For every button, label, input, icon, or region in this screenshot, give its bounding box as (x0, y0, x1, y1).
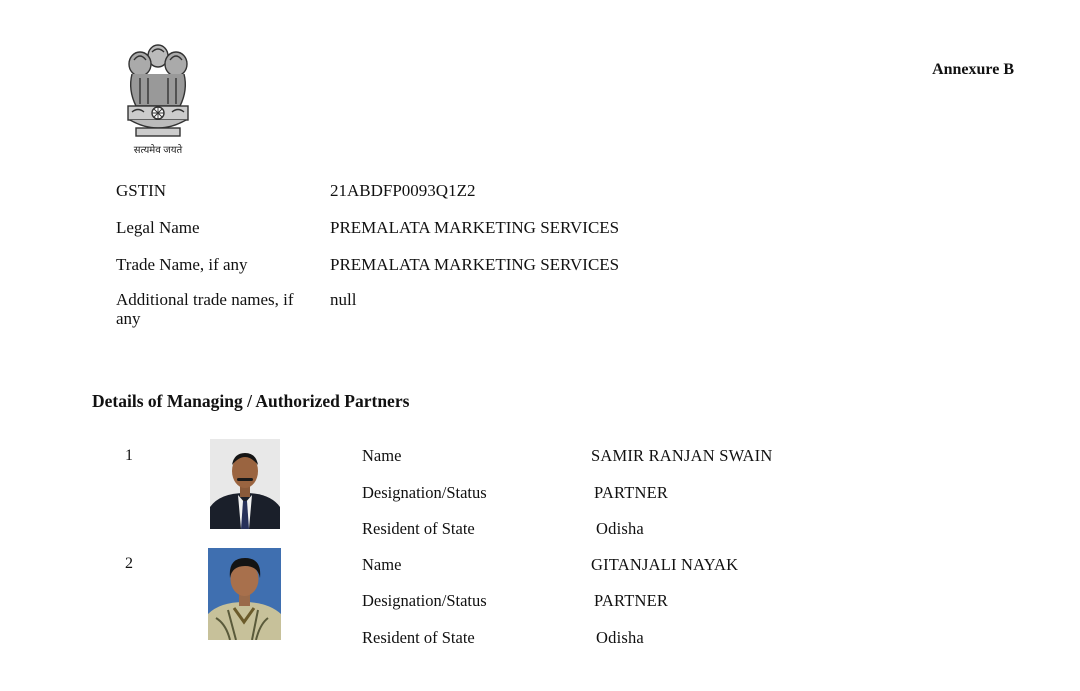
partner-designation-value: PARTNER (594, 591, 669, 610)
partner-name-label: Name (362, 446, 402, 465)
gstin-value: 21ABDFP0093Q1Z2 (330, 181, 476, 200)
partner-photo (210, 439, 280, 529)
partners-section-title: Details of Managing / Authorized Partners (92, 391, 410, 411)
partner-state-label: Resident of State (362, 628, 475, 647)
legal-name-label: Legal Name (116, 218, 200, 237)
partner-number: 1 (125, 447, 133, 464)
partner-name-value: SAMIR RANJAN SWAIN (591, 446, 773, 465)
additional-trade-names-label: Additional trade names, if any (116, 290, 294, 328)
partner-name-value: GITANJALI NAYAK (591, 555, 739, 574)
annexure-heading: Annexure B (932, 61, 1014, 78)
partner-designation-label: Designation/Status (362, 591, 487, 610)
emblem-motto: सत्यमेव जयते (133, 145, 183, 156)
additional-trade-names-value: null (330, 290, 357, 309)
partner-photo-image (208, 548, 281, 640)
lion-capital-emblem-icon (118, 42, 198, 142)
partner-designation-value: PARTNER (594, 483, 669, 502)
partner-photo (208, 548, 281, 640)
partner-state-value: Odisha (596, 628, 644, 647)
gstin-label: GSTIN (116, 181, 167, 200)
partner-photo-image (210, 439, 280, 529)
legal-name-value: PREMALATA MARKETING SERVICES (330, 218, 620, 237)
partner-designation-label: Designation/Status (362, 483, 487, 502)
partner-state-label: Resident of State (362, 519, 475, 538)
partner-number: 2 (125, 555, 133, 572)
trade-name-value: PREMALATA MARKETING SERVICES (330, 255, 620, 274)
partner-name-label: Name (362, 555, 402, 574)
national-emblem (118, 42, 198, 160)
trade-name-label: Trade Name, if any (116, 255, 248, 274)
partner-state-value: Odisha (596, 519, 644, 538)
